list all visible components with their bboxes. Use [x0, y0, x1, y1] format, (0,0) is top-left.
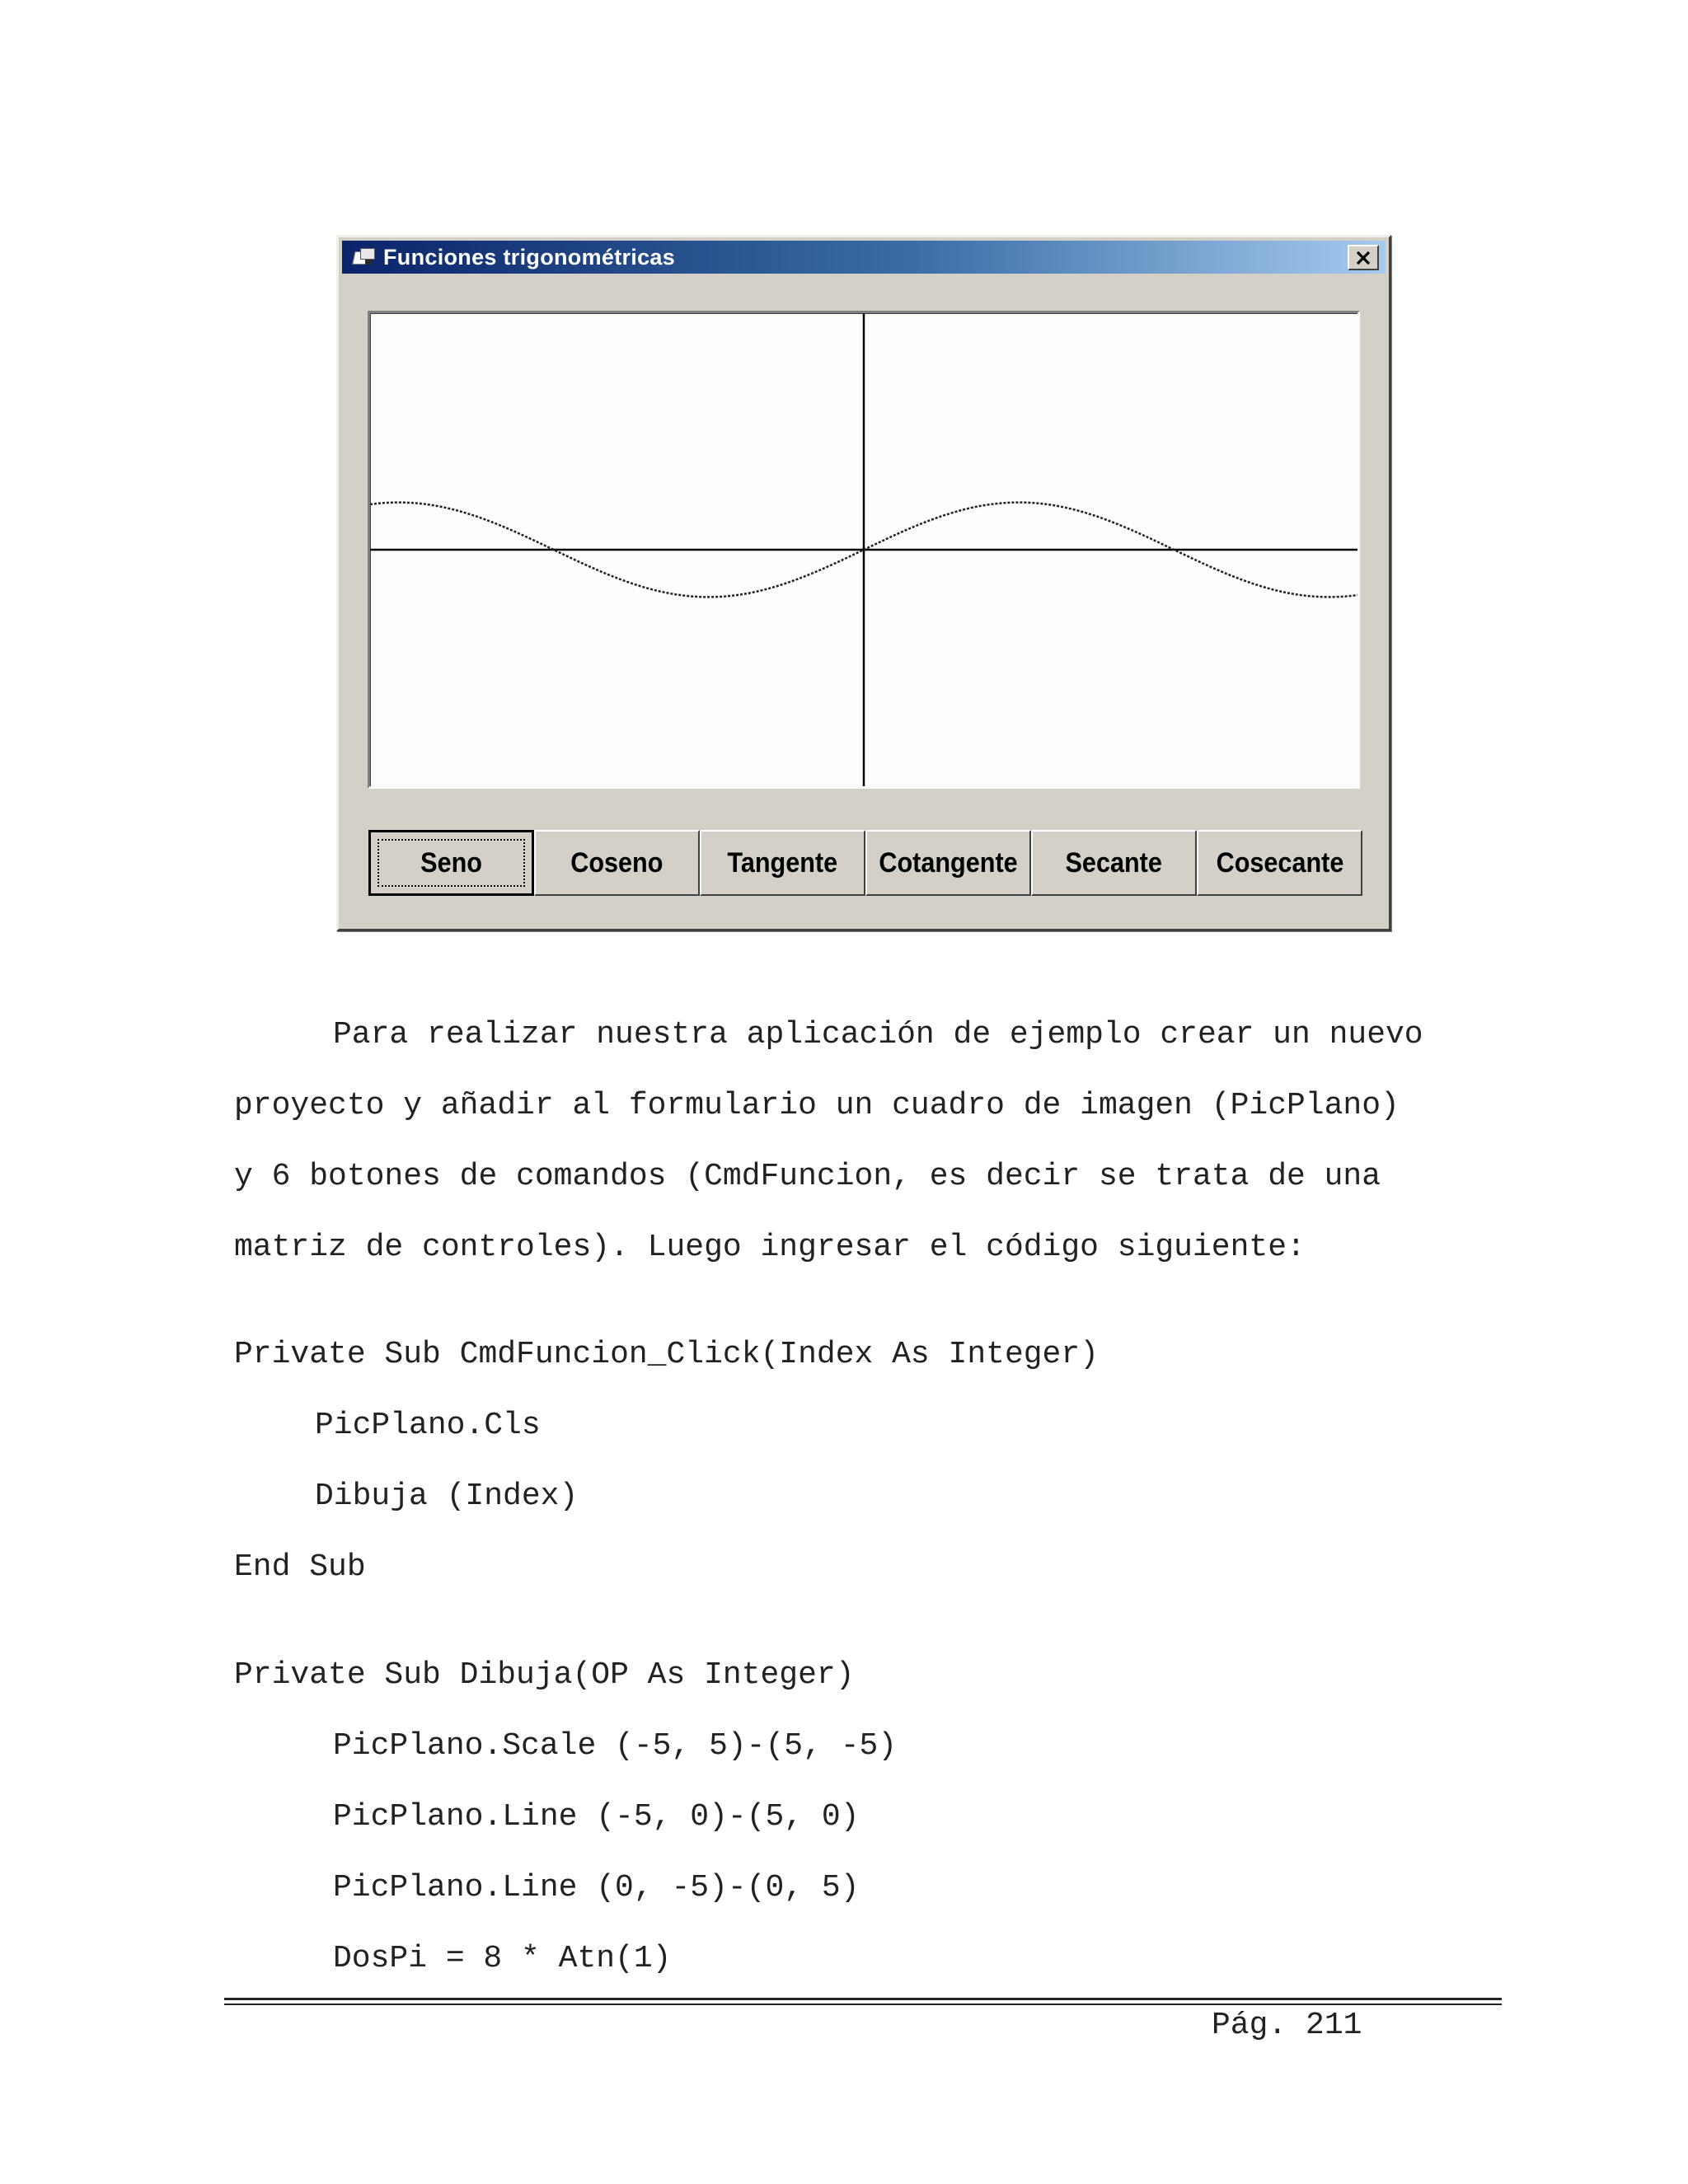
paragraph-line-4: matriz de controles). Luego ingresar el código siguiente:	[234, 1230, 1306, 1265]
code-line: PicPlano.Cls	[315, 1408, 541, 1443]
seno-button[interactable]: Seno	[368, 830, 534, 896]
vb-form-window	[336, 235, 1391, 931]
close-button[interactable]	[1348, 245, 1379, 270]
page-number: Pág. 211	[1212, 2008, 1362, 2043]
coseno-button[interactable]: Coseno	[534, 830, 700, 896]
window-title: Funciones trigonométricas	[383, 244, 676, 269]
paragraph-line-1: Para realizar nuestra aplicación de ejemplo crear un nuevo	[333, 1017, 1423, 1052]
command-button-row	[368, 830, 1362, 896]
code-line: Dibuja (Index)	[315, 1479, 579, 1514]
cotangente-button[interactable]: Cotangente	[865, 830, 1031, 896]
secante-button[interactable]: Secante	[1031, 830, 1197, 896]
paragraph-line-3: y 6 botones de comandos (CmdFuncion, es decir se trata de una	[234, 1159, 1381, 1194]
footer-rule	[224, 2004, 1502, 2005]
paragraph-line-2: proyecto y añadir al formulario un cuadro de imagen (PicPlano)	[234, 1088, 1400, 1123]
code-line: DosPi = 8 * Atn(1)	[333, 1941, 672, 1976]
code-line: PicPlano.Line (0, -5)-(0, 5)	[333, 1870, 860, 1905]
close-icon	[1354, 250, 1372, 266]
code-line: Private Sub Dibuja(OP As Integer)	[234, 1657, 855, 1693]
tangente-button[interactable]: Tangente	[700, 830, 865, 896]
form-icon	[352, 246, 377, 268]
code-line: End Sub	[234, 1549, 366, 1585]
code-line: PicPlano.Scale (-5, 5)-(5, -5)	[333, 1728, 898, 1764]
title-bar[interactable]	[342, 241, 1386, 274]
function-plot	[370, 313, 1357, 786]
picture-box-plano[interactable]	[368, 311, 1360, 789]
cosecante-button[interactable]: Cosecante	[1197, 830, 1362, 896]
code-line: PicPlano.Line (-5, 0)-(5, 0)	[333, 1799, 860, 1835]
footer-rule	[224, 1998, 1502, 2000]
code-line: Private Sub CmdFuncion_Click(Index As Integer)	[234, 1337, 1099, 1372]
